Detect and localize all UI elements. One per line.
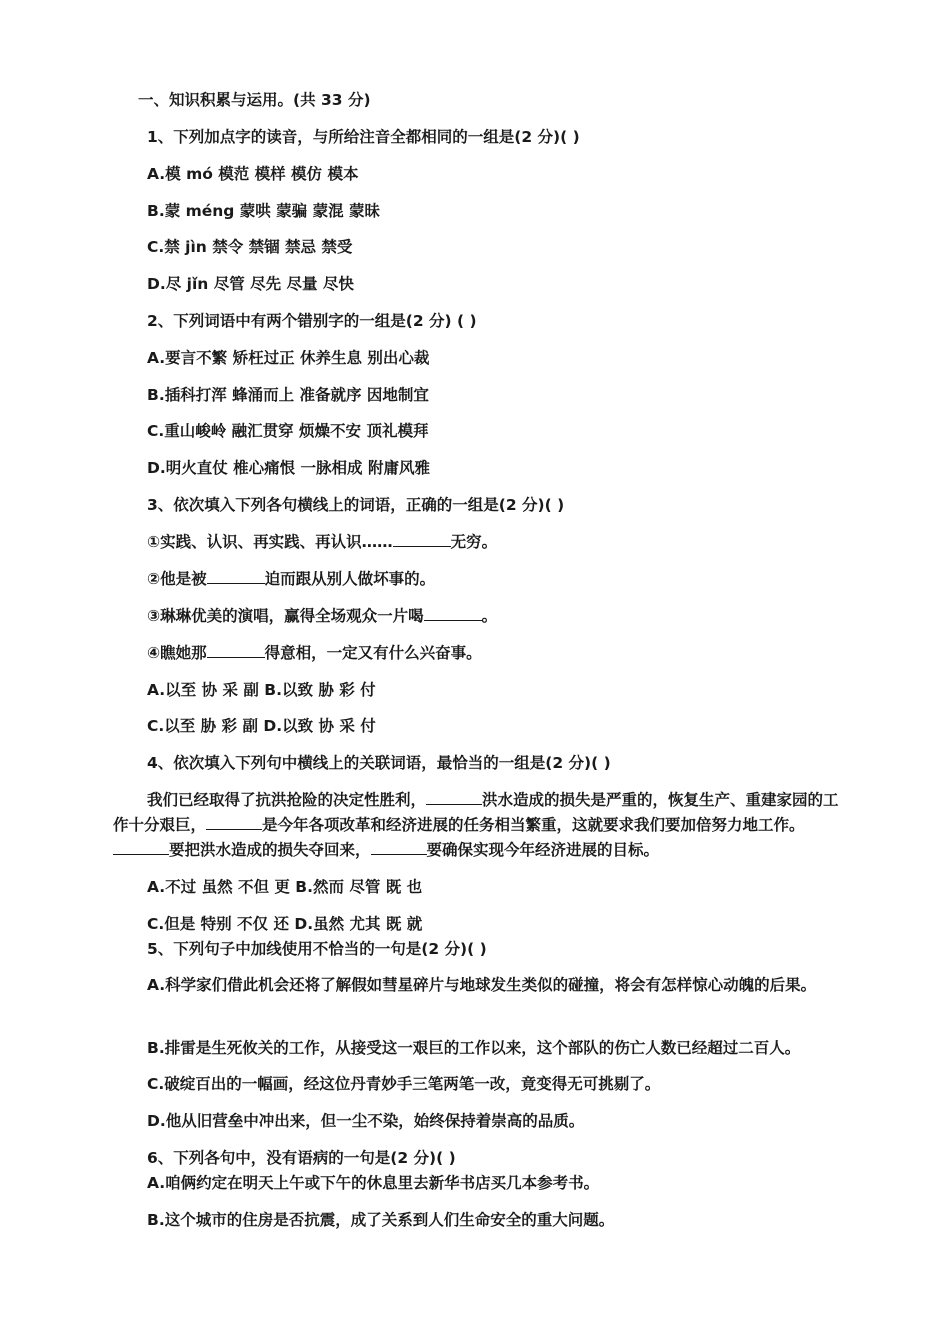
q4-p3: 是今年各项改革和经济进展的任务相当繁重，这就要求我们要加倍努力地工作。 <box>262 816 805 834</box>
section-title: 一、知识积累与运用。(共 33 分) <box>138 91 371 109</box>
q3-s2-post: 迫而跟从别人做坏事的。 <box>264 570 436 588</box>
q2-stem: 2、下列词语中有两个错别字的一组是(2 分) ( ) <box>147 312 477 330</box>
q4-blank-1[interactable] <box>426 790 482 805</box>
q4-options-cd: C.但是 特别 不仅 还 D.虽然 尤其 既 就 <box>147 915 423 933</box>
q3-s1-post: 无穷。 <box>450 533 498 551</box>
q1-option-b: B.蒙 méng 蒙哄 蒙骗 蒙混 蒙昧 <box>147 202 380 220</box>
q3-s2-pre: ②他是被 <box>147 570 207 588</box>
q1-stem: 1、下列加点字的读音，与所给注音全都相同的一组是(2 分)( ) <box>147 128 580 146</box>
q3-sentence-3 <box>147 606 497 626</box>
q4-blank-3[interactable] <box>113 840 169 855</box>
q5-stem: 5、下列句子中加线使用不恰当的一句是(2 分)( ) <box>147 940 487 958</box>
q1-option-a: A.模 mó 模范 模样 模仿 模本 <box>147 165 359 183</box>
q5-option-b: B.排雷是生死攸关的工作，从接受这一艰巨的工作以来，这个部队的伤亡人数已经超过二百人。 <box>147 1039 801 1057</box>
q4-blank-4[interactable] <box>371 840 427 855</box>
q2-option-c: C.重山峻岭 融汇贯穿 烦燥不安 顶礼模拜 <box>147 422 429 440</box>
q3-options-cd: C.以至 胁 彩 副 D.以致 协 采 付 <box>147 717 376 735</box>
q3-s1-blank[interactable] <box>393 532 451 547</box>
q3-sentence-2 <box>147 569 435 589</box>
q3-options-ab: A.以至 协 采 副 B.以致 胁 彩 付 <box>147 681 376 699</box>
q3-s1-pre: ①实践、认识、再实践、再认识…… <box>147 533 393 551</box>
q2-option-b: B.插科打浑 蜂涌而上 准备就序 因地制宜 <box>147 386 429 404</box>
q4-passage <box>113 788 843 863</box>
q2-option-a: A.要言不繁 矫枉过正 休养生息 别出心裁 <box>147 349 430 367</box>
q6-option-b: B.这个城市的住房是否抗震，成了关系到人们生命安全的重大问题。 <box>147 1211 615 1229</box>
q3-s4-post: 得意相，一定又有什么兴奋事。 <box>264 644 482 662</box>
q2-option-d: D.明火直仗 椎心痛恨 一脉相成 附庸风雅 <box>147 459 430 477</box>
q3-s3-blank[interactable] <box>424 606 482 621</box>
q4-stem: 4、依次填入下列句中横线上的关联词语，最恰当的一组是(2 分)( ) <box>147 754 611 772</box>
q5-option-a <box>113 973 843 998</box>
q4-p4: 要把洪水造成的损失夺回来， <box>169 841 371 859</box>
q1-option-d: D.尽 jǐn 尽管 尽先 尽量 尽快 <box>147 275 354 293</box>
q3-s2-blank[interactable] <box>207 569 265 584</box>
q3-s4-blank[interactable] <box>207 643 265 658</box>
q4-p2: 洪水造成的损失是严重的，恢复生产、重建家园的工作十分艰巨， <box>113 791 839 834</box>
q3-stem: 3、依次填入下列各句横线上的词语，正确的一组是(2 分)( ) <box>147 496 565 514</box>
q3-s3-post: 。 <box>481 607 498 625</box>
q3-s4-pre: ④瞧她那 <box>147 644 207 662</box>
q1-option-c: C.禁 jìn 禁令 禁锢 禁忌 禁受 <box>147 238 353 256</box>
q4-options-ab: A.不过 虽然 不但 更 B.然而 尽管 既 也 <box>147 878 423 896</box>
q3-sentence-1 <box>147 532 497 552</box>
q6-option-a: A.咱俩约定在明天上午或下午的休息里去新华书店买几本参考书。 <box>147 1174 600 1192</box>
q3-sentence-4 <box>147 643 482 663</box>
q4-p5: 要确保实现今年经济进展的目标。 <box>426 841 660 859</box>
q4-blank-2[interactable] <box>206 815 262 830</box>
q6-stem: 6、下列各句中，没有语病的一句是(2 分)( ) <box>147 1149 456 1167</box>
q5-option-c: C.破绽百出的一幅画，经这位丹青妙手三笔两笔一改，竟变得无可挑剔了。 <box>147 1075 661 1093</box>
q4-p1: 我们已经取得了抗洪抢险的决定性胜利， <box>147 791 427 809</box>
q5-option-a-text: A.科学家们借此机会还将了解假如彗星碎片与地球发生类似的碰撞，将会有怎样惊心动魄的后果。 <box>147 976 817 994</box>
q3-s3-pre: ③琳琳优美的演唱，赢得全场观众一片喝 <box>147 607 424 625</box>
q5-option-d: D.他从旧营垒中冲出来，但一尘不染，始终保持着崇高的品质。 <box>147 1112 585 1130</box>
